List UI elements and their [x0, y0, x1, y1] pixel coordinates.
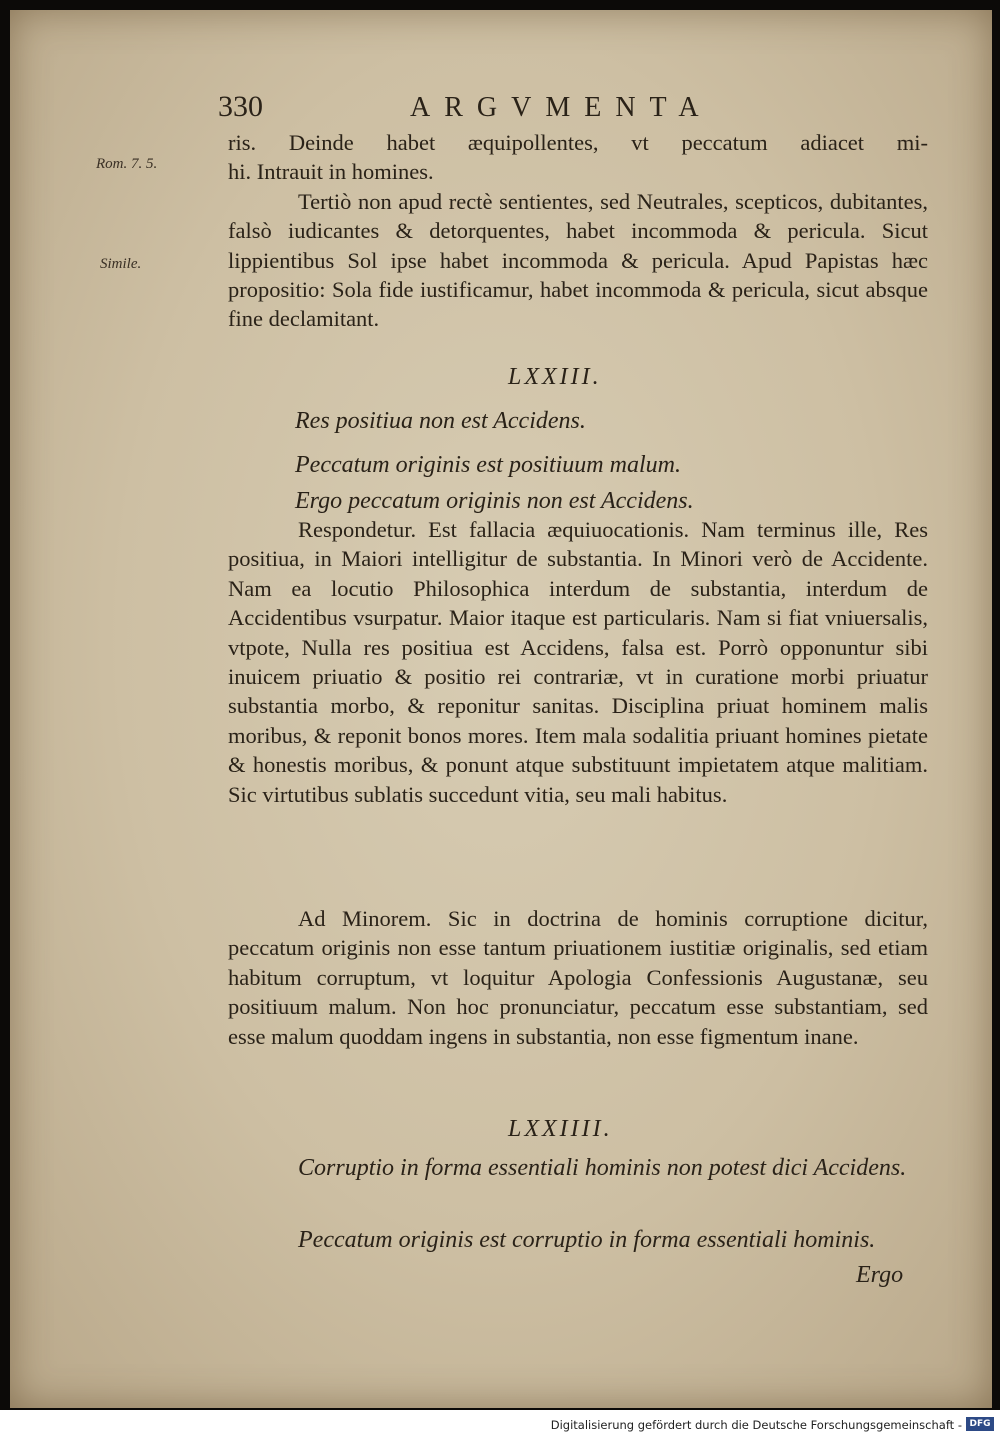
paragraph-respondetur: Respondetur. Est fallacia æquiuocationis. Nam terminus ille, Res positiua, in Maiori intelligitur de substantia. In Minori verò de Accidente. Nam ea locutio Philosophica interdum de substantia, interdum de Accidentibus vsurpatur. Maior itaque est particularis. Nam si fiat vniuersalis, vtpote, Nulla res positiua est Accidens, falsa est. Porrò opponuntur sibi inuicem priuatio & positio rei contrariæ, vt in curatione morbi priuatur substantia morbo, & reponitur sanitas. Disciplina priuat hominem malis moribus, & reponit bonos mores. Item mala sodalitia priuant homines pietate & honestis moribus, & ponunt atque substituunt impietatem atque malitiam. Sic virtutibus sublatis succedunt vitia, seu mali habitus.	[228, 517, 928, 807]
syllogism-74-major: Corruptio in forma essentiali hominis non potest dici Accidens.	[298, 1155, 907, 1181]
margin-note-rom: Rom. 7. 5.	[96, 156, 158, 172]
syllogism-conclusion: Ergo peccatum originis non est Accidens.	[295, 488, 694, 514]
text-line: hi. Intrauit in homines.	[228, 159, 434, 185]
running-title: ARGVMENTA	[410, 92, 713, 123]
margin-note-simile: Simile.	[100, 256, 142, 272]
footer-bar	[0, 1410, 1000, 1440]
catchword: Ergo	[856, 1262, 904, 1288]
dfg-logo: DFG	[966, 1417, 994, 1431]
running-header	[10, 90, 992, 130]
text-line: ris. Deinde habet æquipollentes, vt peccatum adiacet mi-	[228, 130, 928, 155]
paragraph-tertio: Tertiò non apud rectè sentientes, sed Neutrales, scepticos, dubitantes, falsò iudicantes & detorquentes, habet incommoda & pericula. Sicut lippientibus Sol ipse habet incommoda & pericula. Apud Papistas hæc propositio: Sola fide iustificamur, habet incommoda & pericula, sicut absque fine declamitant.	[228, 188, 928, 332]
section-heading-74: LXXIIII.	[508, 1116, 613, 1142]
footer-credit: Digitalisierung gefördert durch die Deutsche Forschungsgemeinschaft -	[550, 1418, 962, 1432]
body-text-top	[228, 128, 928, 334]
syllogism-major: Res positiua non est Accidens.	[295, 408, 586, 434]
section-heading-73: LXXIII.	[508, 364, 602, 390]
paragraph-ad-minorem: Ad Minorem. Sic in doctrina de hominis corruptione dicitur, peccatum originis non esse tantum priuationem iustitiæ originalis, sed etiam habitum corruptum, vt loquitur Apologia Confessionis Augustanæ, seu positiuum malum. Non hoc pronunciatur, peccatum esse substantiam, sed esse malum quoddam ingens in substantia, non esse figmentum inane.	[228, 906, 928, 1049]
syllogism-minor: Peccatum originis est positiuum malum.	[295, 452, 681, 478]
page-number: 330	[218, 90, 263, 123]
book-page	[10, 10, 992, 1408]
syllogism-74-minor: Peccatum originis est corruptio in forma essentiali hominis.	[298, 1227, 876, 1253]
